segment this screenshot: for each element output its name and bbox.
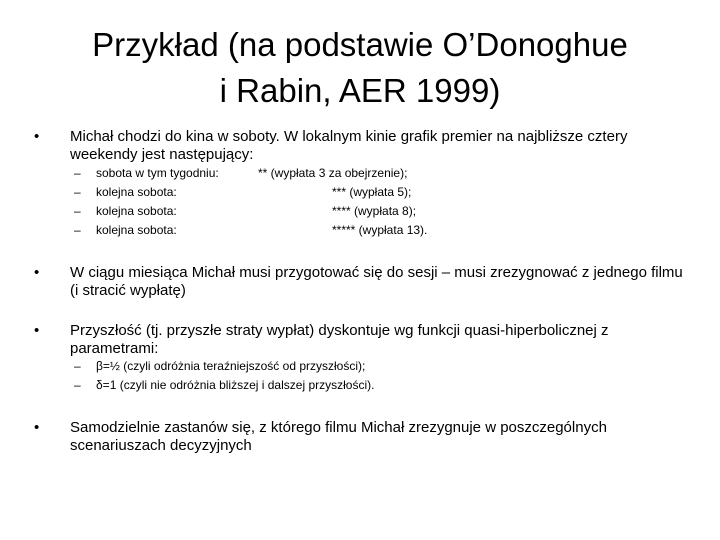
subitem-label: β=½ (czyli odróżnia teraźniejszość od przyszłości); <box>96 359 366 373</box>
bullet-text: Przyszłość (tj. przyszłe straty wypłat) dyskontuje wg funkcji quasi-hiperbolicznej z parametrami: <box>70 322 609 357</box>
bullet-marker: • <box>34 322 40 339</box>
bullet-marker: • <box>34 128 40 145</box>
subitem-label: δ=1 (czyli nie odróżnia bliższej i dalszej przyszłości). <box>96 378 375 392</box>
slide-title-line-1: Przykład (na podstawie O’Donoghue <box>92 26 628 63</box>
subitem-value: **** (wypłata 8); <box>332 204 417 218</box>
bullet-text: Michał chodzi do kina w soboty. W lokalnym kinie grafik premier na najbliższe cztery weekendy jest następujący: <box>70 128 628 163</box>
subitem-label: kolejna sobota: <box>96 204 177 218</box>
subitem-marker: – <box>74 359 81 373</box>
subitem-marker: – <box>74 185 81 199</box>
subitem-value: ** (wypłata 3 za obejrzenie); <box>258 166 408 180</box>
slide-title <box>40 22 680 114</box>
bullet-marker: • <box>34 419 40 436</box>
subitem-value: *** (wypłata 5); <box>332 185 412 199</box>
subitem-marker: – <box>74 204 81 218</box>
bullet-marker: • <box>34 264 40 281</box>
subitem-value: ***** (wypłata 13). <box>332 223 428 237</box>
bullet-text: Samodzielnie zastanów się, z którego filmu Michał zrezygnuje w poszczególnych scenariuszach decyzyjnych <box>70 419 607 454</box>
subitem-marker: – <box>74 378 81 392</box>
bullet-text: W ciągu miesiąca Michał musi przygotować się do sesji – musi zrezygnować z jednego filmu (i stracić wypłatę) <box>70 264 683 299</box>
subitem-label: kolejna sobota: <box>96 185 177 199</box>
subitem-marker: – <box>74 223 81 237</box>
subitem-label: sobota w tym tygodniu: <box>96 166 219 180</box>
subitem-marker: – <box>74 166 81 180</box>
subitem-label: kolejna sobota: <box>96 223 177 237</box>
slide-title-line-2: i Rabin, AER 1999) <box>219 72 501 109</box>
